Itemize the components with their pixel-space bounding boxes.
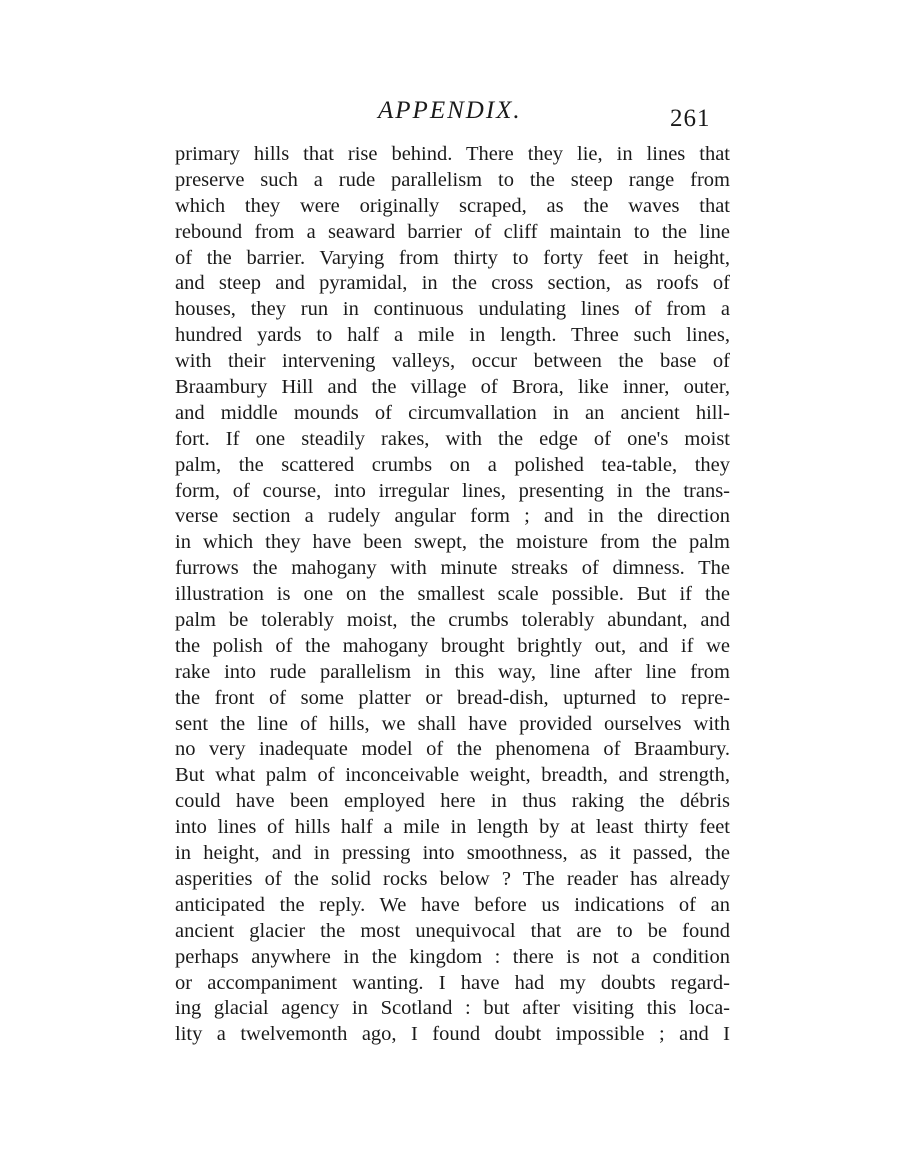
- running-head: [0, 96, 900, 130]
- text-line: which they were originally scraped, as the waves that: [175, 194, 730, 217]
- text-line: anticipated the reply. We have before us indications of an: [175, 893, 730, 916]
- body-text: [175, 142, 730, 1048]
- text-line: of the barrier. Varying from thirty to forty feet in height,: [175, 246, 730, 269]
- text-line: asperities of the solid rocks below ? The reader has already: [175, 867, 730, 890]
- text-line: rebound from a seaward barrier of cliff maintain to the line: [175, 220, 730, 243]
- text-line: illustration is one on the smallest scale possible. But if the: [175, 583, 730, 606]
- text-line: Braambury Hill and the village of Brora, like inner, outer,: [175, 376, 730, 399]
- text-line: furrows the mahogany with minute streaks of dimness. The: [175, 557, 730, 580]
- text-line: preserve such a rude parallelism to the steep range from: [175, 168, 730, 191]
- page-number: 261: [670, 105, 711, 132]
- text-line: palm be tolerably moist, the crumbs tolerably abundant, and: [175, 609, 730, 632]
- text-line: with their intervening valleys, occur between the base of: [175, 350, 730, 373]
- text-line: the polish of the mahogany brought brightly out, and if we: [175, 634, 730, 657]
- text-line: sent the line of hills, we shall have provided ourselves with: [175, 712, 730, 735]
- text-line: verse section a rudely angular form ; and in the direction: [175, 505, 730, 528]
- text-line: hundred yards to half a mile in length. Three such lines,: [175, 324, 730, 347]
- text-line: and steep and pyramidal, in the cross section, as roofs of: [175, 272, 730, 295]
- text-line: or accompaniment wanting. I have had my doubts regard-: [175, 971, 730, 994]
- text-line: fort. If one steadily rakes, with the edge of one's moist: [175, 427, 730, 450]
- text-line: no very inadequate model of the phenomena of Braambury.: [175, 738, 730, 761]
- text-line: But what palm of inconceivable weight, breadth, and strength,: [175, 764, 730, 787]
- text-line: lity a twelvemonth ago, I found doubt impossible ; and I: [175, 1023, 730, 1046]
- text-line: and middle mounds of circumvallation in an ancient hill-: [175, 401, 730, 424]
- text-line: perhaps anywhere in the kingdom : there is not a condition: [175, 945, 730, 968]
- text-line: primary hills that rise behind. There they lie, in lines that: [175, 143, 730, 165]
- running-title: APPENDIX.: [378, 97, 522, 124]
- text-line: houses, they run in continuous undulating lines of from a: [175, 298, 730, 321]
- text-line: in height, and in pressing into smoothness, as it passed, the: [175, 842, 730, 865]
- text-line: into lines of hills half a mile in length by at least thirty feet: [175, 816, 730, 839]
- text-line: in which they have been swept, the moisture from the palm: [175, 531, 730, 554]
- text-line: could have been employed here in thus raking the débris: [175, 790, 730, 813]
- text-line: ancient glacier the most unequivocal that are to be found: [175, 919, 730, 942]
- text-line: the front of some platter or bread-dish, upturned to repre-: [175, 686, 730, 709]
- text-line: ing glacial agency in Scotland : but after visiting this loca-: [175, 997, 730, 1020]
- text-line: palm, the scattered crumbs on a polished tea-table, they: [175, 453, 730, 476]
- text-line: form, of course, into irregular lines, presenting in the trans-: [175, 479, 730, 502]
- text-line: rake into rude parallelism in this way, line after line from: [175, 660, 730, 683]
